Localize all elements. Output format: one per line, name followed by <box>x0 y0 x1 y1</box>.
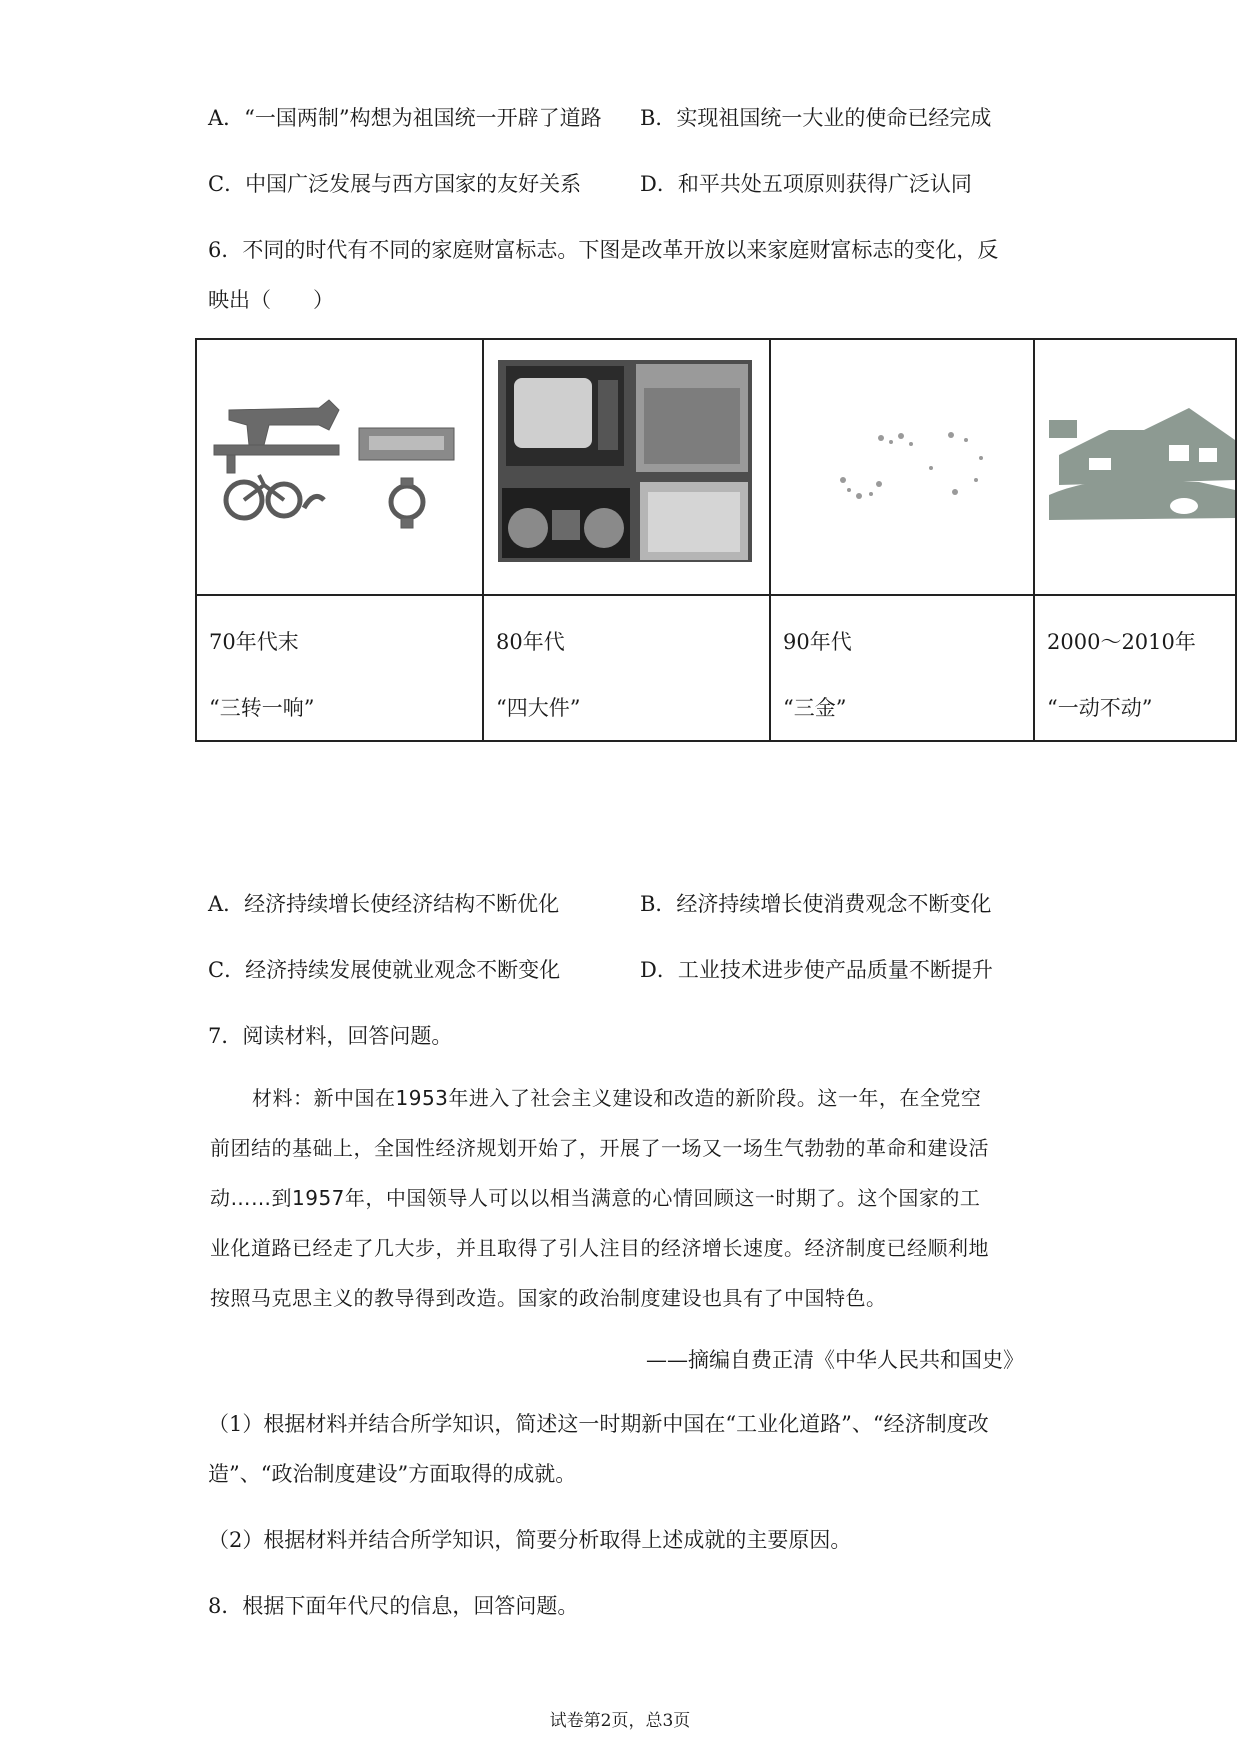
period-cell-70s <box>196 595 483 741</box>
image-cell-2000s <box>1034 339 1236 595</box>
q6-stem-line1: 6．不同的时代有不同的家庭财富标志。下图是改革开放以来家庭财富标志的变化，反 <box>208 238 999 262</box>
symbol-name: “一动不动” <box>1047 696 1153 720</box>
q7-material-line: 材料：新中国在1953年进入了社会主义建设和改造的新阶段。这一年，在全党空 <box>252 1086 982 1110</box>
image-cell-70s <box>196 339 483 595</box>
page-footer: 试卷第2页，总3页 <box>549 1711 691 1731</box>
period-cell-80s <box>483 595 770 741</box>
period-cell-90s <box>770 595 1034 741</box>
q7-material-line: 动……到1957年，中国领导人可以以相当满意的心情回顾这一时期了。这个国家的工 <box>210 1186 981 1210</box>
q5-option-b: B．实现祖国统一大业的使命已经完成 <box>640 106 992 130</box>
q6-option-a: A．经济持续增长使经济结构不断优化 <box>208 892 560 916</box>
q7-material-line: 业化道路已经走了几大步，并且取得了引人注目的经济增长速度。经济制度已经顺利地 <box>210 1236 989 1260</box>
sewing-machine-bicycle-watch-radio-image <box>209 390 459 530</box>
q7-material-line: 前团结的基础上，全国性经济规划开始了，开展了一场又一场生气勃勃的革命和建设活 <box>210 1136 989 1160</box>
q5-option-d: D．和平共处五项原则获得广泛认同 <box>640 172 972 196</box>
symbol-name: “三金” <box>783 696 847 720</box>
house-and-car-image <box>1049 400 1235 528</box>
wealth-symbol-table <box>195 338 1237 742</box>
period-label: 90年代 <box>783 630 852 654</box>
q7-sub1-line2: 造”、“政治制度建设”方面取得的成就。 <box>208 1462 577 1486</box>
television-washing-machine-radio-refrigerator-image <box>498 360 752 562</box>
q7-sub1-line1: （1）根据材料并结合所学知识，简述这一时期新中国在“工业化道路”、“经济制度改 <box>208 1412 989 1436</box>
period-label: 80年代 <box>496 630 565 654</box>
image-cell-80s <box>483 339 770 595</box>
q5-option-a: A．“一国两制”构想为祖国统一开辟了道路 <box>208 106 602 130</box>
period-cell-2000s <box>1034 595 1236 741</box>
q6-stem-line2: 映出（ ） <box>208 288 334 312</box>
q7-source: ——摘编自费正清《中华人民共和国史》 <box>646 1348 1024 1372</box>
q6-option-d: D．工业技术进步使产品质量不断提升 <box>640 958 993 982</box>
q6-option-c: C．经济持续发展使就业观念不断变化 <box>208 958 561 982</box>
symbol-name: “四大件” <box>496 696 581 720</box>
symbol-name: “三转一响” <box>209 696 315 720</box>
period-label: 70年代末 <box>209 630 299 654</box>
q8-title: 8．根据下面年代尺的信息，回答问题。 <box>208 1594 579 1618</box>
q5-option-c: C．中国广泛发展与西方国家的友好关系 <box>208 172 582 196</box>
q6-option-b: B．经济持续增长使消费观念不断变化 <box>640 892 992 916</box>
q7-title: 7．阅读材料，回答问题。 <box>208 1024 453 1048</box>
gold-jewelry-image <box>831 430 1001 510</box>
image-cell-90s <box>770 339 1034 595</box>
period-label: 2000～2010年 <box>1047 630 1196 654</box>
q7-sub2: （2）根据材料并结合所学知识，简要分析取得上述成就的主要原因。 <box>208 1528 852 1552</box>
q7-material-line: 按照马克思主义的教导得到改造。国家的政治制度建设也具有了中国特色。 <box>210 1286 887 1310</box>
